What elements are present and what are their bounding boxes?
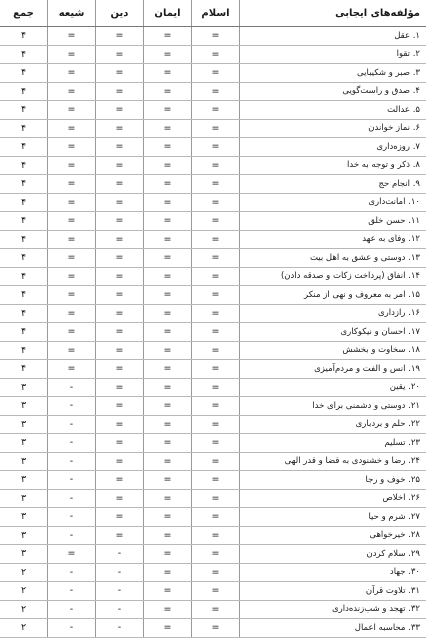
row-component-name: ۳۱. تلاوت قرآن [240,582,426,601]
cell-shia: - [48,415,96,434]
cell-shia: - [48,434,96,453]
cell-total: ۳ [0,452,48,471]
cell-shia: - [48,600,96,619]
cell-iman: = [144,27,192,46]
row-component-name: ۲۴. رضا و خشنودی به قضا و قدر الهی [240,452,426,471]
cell-islam: = [192,397,240,416]
cell-din: = [96,101,144,120]
table-row [0,27,426,46]
cell-shia: = [48,360,96,379]
cell-iman: = [144,230,192,249]
cell-islam: = [192,619,240,638]
cell-islam: = [192,230,240,249]
table-row [0,304,426,323]
row-component-name: ۳۳. محاسبه اعمال [240,619,426,638]
table-row [0,415,426,434]
cell-total: ۳ [0,526,48,545]
cell-iman: = [144,249,192,268]
header-row [0,0,426,27]
cell-iman: = [144,452,192,471]
row-component-name: ۱۹. انس و الفت و مردم‌آمیزی [240,360,426,379]
cell-iman: = [144,267,192,286]
cell-din: = [96,452,144,471]
cell-total: ۴ [0,341,48,360]
table-row [0,397,426,416]
table-row [0,45,426,64]
table-row [0,286,426,305]
row-component-name: ۵. عدالت [240,101,426,120]
cell-total: ۴ [0,304,48,323]
cell-din: - [96,600,144,619]
table-header [0,0,426,27]
row-component-name: ۹. انجام حج [240,175,426,194]
cell-total: ۲ [0,582,48,601]
cell-shia: = [48,286,96,305]
cell-iman: = [144,489,192,508]
row-component-name: ۳۰. جهاد [240,563,426,582]
table-row [0,563,426,582]
row-component-name: ۲۵. خوف و رجا [240,471,426,490]
cell-shia: = [48,45,96,64]
cell-din: = [96,360,144,379]
cell-islam: = [192,582,240,601]
cell-total: ۳ [0,471,48,490]
cell-islam: = [192,193,240,212]
row-component-name: ۱۷. احسان و نیکوکاری [240,323,426,342]
table-row [0,582,426,601]
cell-shia: = [48,230,96,249]
cell-islam: = [192,64,240,83]
row-component-name: ۱۰. امانت‌داری [240,193,426,212]
row-component-name: ۱. عقل [240,27,426,46]
header-shia: شیعه [48,0,96,27]
cell-shia: - [48,471,96,490]
cell-iman: = [144,508,192,527]
cell-din: - [96,563,144,582]
cell-islam: = [192,138,240,157]
cell-islam: = [192,175,240,194]
cell-shia: - [48,508,96,527]
cell-shia: - [48,378,96,397]
cell-islam: = [192,27,240,46]
cell-islam: = [192,286,240,305]
cell-din: = [96,286,144,305]
table-row [0,175,426,194]
row-component-name: ۷. روزه‌داری [240,138,426,157]
cell-iman: = [144,600,192,619]
cell-shia: = [48,138,96,157]
cell-shia: = [48,193,96,212]
cell-shia: = [48,212,96,231]
cell-din: = [96,434,144,453]
cell-iman: = [144,64,192,83]
cell-iman: = [144,138,192,157]
table-row [0,600,426,619]
row-component-name: ۲۳. تسلیم [240,434,426,453]
table-row [0,471,426,490]
cell-din: = [96,378,144,397]
cell-shia: = [48,27,96,46]
cell-shia: - [48,397,96,416]
cell-shia: - [48,526,96,545]
cell-total: ۳ [0,397,48,416]
cell-shia: = [48,119,96,138]
row-component-name: ۳. صبر و شکیبایی [240,64,426,83]
cell-total: ۳ [0,434,48,453]
cell-total: ۴ [0,45,48,64]
cell-islam: = [192,452,240,471]
cell-iman: = [144,304,192,323]
cell-shia: - [48,582,96,601]
cell-islam: = [192,101,240,120]
cell-iman: = [144,378,192,397]
cell-islam: = [192,360,240,379]
cell-shia: - [48,452,96,471]
cell-din: - [96,619,144,638]
cell-shia: - [48,619,96,638]
cell-din: = [96,156,144,175]
table-row [0,193,426,212]
cell-shia: = [48,304,96,323]
header-components: مؤلفه‌های ایجابی [240,0,426,27]
cell-shia: = [48,64,96,83]
table-row [0,82,426,101]
cell-din: = [96,471,144,490]
row-component-name: ۱۲. وفای به عهد [240,230,426,249]
row-component-name: ۱۴. انفاق (پرداخت زکات و صدقه دادن) [240,267,426,286]
cell-iman: = [144,397,192,416]
cell-iman: = [144,323,192,342]
cell-iman: = [144,563,192,582]
cell-total: ۴ [0,119,48,138]
cell-islam: = [192,489,240,508]
cell-total: ۴ [0,175,48,194]
cell-total: ۲ [0,563,48,582]
cell-iman: = [144,434,192,453]
table-row [0,378,426,397]
cell-din: = [96,323,144,342]
cell-iman: = [144,175,192,194]
table-row [0,267,426,286]
cell-din: - [96,545,144,564]
row-component-name: ۲۷. شرم و حیا [240,508,426,527]
cell-total: ۲ [0,619,48,638]
cell-total: ۴ [0,286,48,305]
cell-din: = [96,119,144,138]
row-component-name: ۱۱. حسن خلق [240,212,426,231]
table-row [0,545,426,564]
row-component-name: ۸. ذکر و توجه به خدا [240,156,426,175]
cell-shia: = [48,82,96,101]
cell-iman: = [144,526,192,545]
table-row [0,138,426,157]
row-component-name: ۲۹. سلام کردن [240,545,426,564]
table-row [0,452,426,471]
table-row [0,526,426,545]
cell-din: = [96,415,144,434]
cell-total: ۴ [0,193,48,212]
cell-iman: = [144,45,192,64]
table-row [0,323,426,342]
table-row [0,508,426,527]
cell-din: = [96,249,144,268]
row-component-name: ۳۲. تهجد و شب‌زنده‌داری [240,600,426,619]
table-row [0,156,426,175]
cell-shia: = [48,249,96,268]
cell-shia: = [48,175,96,194]
cell-iman: = [144,471,192,490]
cell-total: ۴ [0,64,48,83]
cell-islam: = [192,526,240,545]
cell-total: ۳ [0,545,48,564]
cell-islam: = [192,212,240,231]
cell-shia: = [48,545,96,564]
cell-iman: = [144,119,192,138]
cell-islam: = [192,434,240,453]
table-row [0,619,426,638]
cell-islam: = [192,323,240,342]
cell-din: = [96,212,144,231]
header-islam: اسلام [192,0,240,27]
cell-iman: = [144,619,192,638]
cell-din: = [96,193,144,212]
cell-din: = [96,82,144,101]
cell-total: ۴ [0,212,48,231]
cell-shia: = [48,267,96,286]
cell-total: ۴ [0,230,48,249]
cell-islam: = [192,341,240,360]
cell-iman: = [144,156,192,175]
table-row [0,230,426,249]
cell-islam: = [192,600,240,619]
cell-din: = [96,267,144,286]
header-total: جمع [0,0,48,27]
cell-islam: = [192,471,240,490]
row-component-name: ۲۸. خیرخواهی [240,526,426,545]
cell-total: ۴ [0,323,48,342]
cell-total: ۲ [0,600,48,619]
table-row [0,119,426,138]
table-row [0,64,426,83]
cell-total: ۳ [0,378,48,397]
cell-islam: = [192,508,240,527]
cell-iman: = [144,360,192,379]
cell-islam: = [192,119,240,138]
cell-din: = [96,489,144,508]
cell-total: ۴ [0,156,48,175]
cell-din: = [96,341,144,360]
cell-islam: = [192,304,240,323]
cell-shia: = [48,323,96,342]
cell-total: ۴ [0,267,48,286]
table-row [0,360,426,379]
table-row [0,249,426,268]
cell-iman: = [144,82,192,101]
cell-total: ۴ [0,249,48,268]
row-component-name: ۱۳. دوستی و عشق به اهل بیت [240,249,426,268]
cell-iman: = [144,101,192,120]
cell-iman: = [144,582,192,601]
row-component-name: ۲۶. اخلاص [240,489,426,508]
cell-din: = [96,397,144,416]
row-component-name: ۱۵. امر به معروف و نهی از منکر [240,286,426,305]
cell-total: ۴ [0,138,48,157]
cell-shia: = [48,156,96,175]
cell-din: = [96,45,144,64]
cell-total: ۳ [0,508,48,527]
cell-din: = [96,304,144,323]
cell-total: ۴ [0,360,48,379]
cell-total: ۴ [0,101,48,120]
cell-din: = [96,27,144,46]
row-component-name: ۲۱. دوستی و دشمنی برای خدا [240,397,426,416]
cell-islam: = [192,156,240,175]
cell-iman: = [144,545,192,564]
cell-total: ۴ [0,82,48,101]
row-component-name: ۲. تقوا [240,45,426,64]
cell-islam: = [192,415,240,434]
cell-shia: = [48,341,96,360]
row-component-name: ۱۶. رازداری [240,304,426,323]
cell-din: = [96,138,144,157]
cell-shia: - [48,563,96,582]
row-component-name: ۲۰. یقین [240,378,426,397]
row-component-name: ۱۸. سخاوت و بخشش [240,341,426,360]
cell-din: = [96,526,144,545]
cell-total: ۳ [0,415,48,434]
cell-islam: = [192,82,240,101]
cell-iman: = [144,415,192,434]
table-row [0,434,426,453]
cell-shia: = [48,101,96,120]
cell-islam: = [192,45,240,64]
cell-iman: = [144,286,192,305]
header-iman: ایمان [144,0,192,27]
table-row [0,212,426,231]
cell-total: ۴ [0,27,48,46]
cell-total: ۳ [0,489,48,508]
cell-islam: = [192,267,240,286]
cell-din: = [96,64,144,83]
cell-islam: = [192,249,240,268]
cell-islam: = [192,563,240,582]
cell-iman: = [144,341,192,360]
table-row [0,489,426,508]
cell-din: = [96,508,144,527]
table-body [0,27,426,638]
cell-shia: - [48,489,96,508]
table-row [0,341,426,360]
cell-islam: = [192,545,240,564]
row-component-name: ۲۲. حلم و بردباری [240,415,426,434]
table-row [0,101,426,120]
cell-iman: = [144,212,192,231]
row-component-name: ۴. صدق و راست‌گویی [240,82,426,101]
cell-din: - [96,582,144,601]
cell-iman: = [144,193,192,212]
header-din: دین [96,0,144,27]
cell-din: = [96,230,144,249]
row-component-name: ۶. نماز خواندن [240,119,426,138]
cell-islam: = [192,378,240,397]
cell-din: = [96,175,144,194]
